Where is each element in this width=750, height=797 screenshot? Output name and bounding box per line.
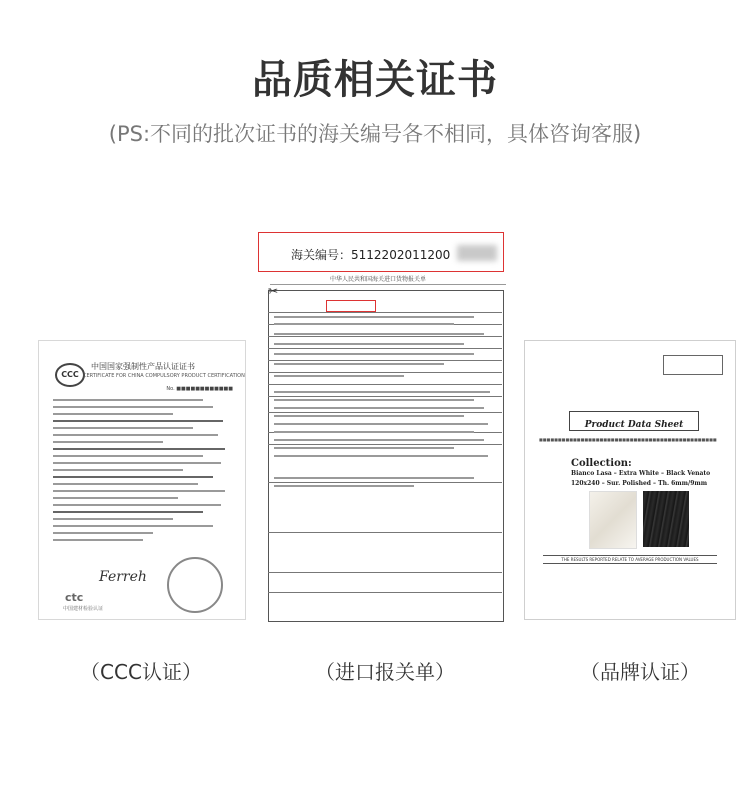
product-data-sheet-image bbox=[524, 340, 736, 620]
pds-collection-name: Bianco Lasa – Extra White – Black Venato bbox=[571, 470, 711, 477]
ccc-number: No. ■■■■■■■■■■■■ bbox=[166, 386, 233, 392]
official-seal-icon bbox=[167, 557, 223, 613]
customs-form-title: 中华人民共和国海关进口货物报关单 bbox=[330, 276, 427, 283]
white-marble-sample bbox=[589, 491, 637, 549]
redacted-digits bbox=[457, 245, 497, 261]
cqc-logo-sub: 中国建材检验认证 bbox=[63, 606, 104, 612]
page-subtitle: (PS:不同的批次证书的海关编号各不相同，具体咨询客服) bbox=[108, 122, 642, 146]
pds-spec: 120x240 – Sur. Polished – Th. 6mm/9mm bbox=[571, 480, 708, 487]
customs-declaration-image bbox=[258, 232, 512, 622]
black-marble-sample bbox=[643, 491, 689, 547]
ccc-text-lines bbox=[53, 399, 231, 546]
caption-brand: （品牌认证） bbox=[580, 660, 700, 684]
customs-strip bbox=[270, 272, 506, 285]
pds-collection-label: Collection: bbox=[571, 458, 632, 469]
signature: Ferreh bbox=[99, 569, 147, 585]
customs-text-lines bbox=[274, 316, 494, 492]
pds-heading-box bbox=[569, 411, 699, 431]
company-info-box bbox=[663, 355, 723, 375]
ccc-logo-icon: CCC bbox=[55, 363, 85, 387]
pds-standard-line: ■■■■■■■■■■■■■■■■■■■■■■■■■■■■■■■■■■■■■■■■■■■■■■■ bbox=[539, 437, 717, 442]
cqc-logo: ctc bbox=[65, 591, 84, 604]
ccc-certificate-image bbox=[38, 340, 246, 620]
page-title: 品质相关证书 bbox=[252, 57, 498, 103]
scissors-icon: ✂ bbox=[268, 284, 279, 298]
caption-ccc: （CCC认证） bbox=[80, 660, 202, 684]
pds-collection bbox=[571, 459, 710, 489]
ccc-subheading: CERTIFICATE FOR CHINA COMPULSORY PRODUCT CERTIFICATION bbox=[83, 373, 245, 379]
caption-customs: （进口报关单） bbox=[315, 660, 455, 684]
ccc-heading: 中国国家强制性产品认证证书 bbox=[91, 362, 195, 371]
customs-number-box bbox=[258, 232, 504, 272]
pds-heading: Product Data Sheet bbox=[584, 420, 684, 430]
pds-footer: THE RESULTS REPORTED RELATE TO AVERAGE PRODUCTION VALUES bbox=[543, 555, 717, 564]
customs-number: 5112202011200 bbox=[351, 248, 451, 262]
highlight-box bbox=[326, 300, 376, 312]
customs-number-label: 海关编号： bbox=[291, 248, 352, 262]
